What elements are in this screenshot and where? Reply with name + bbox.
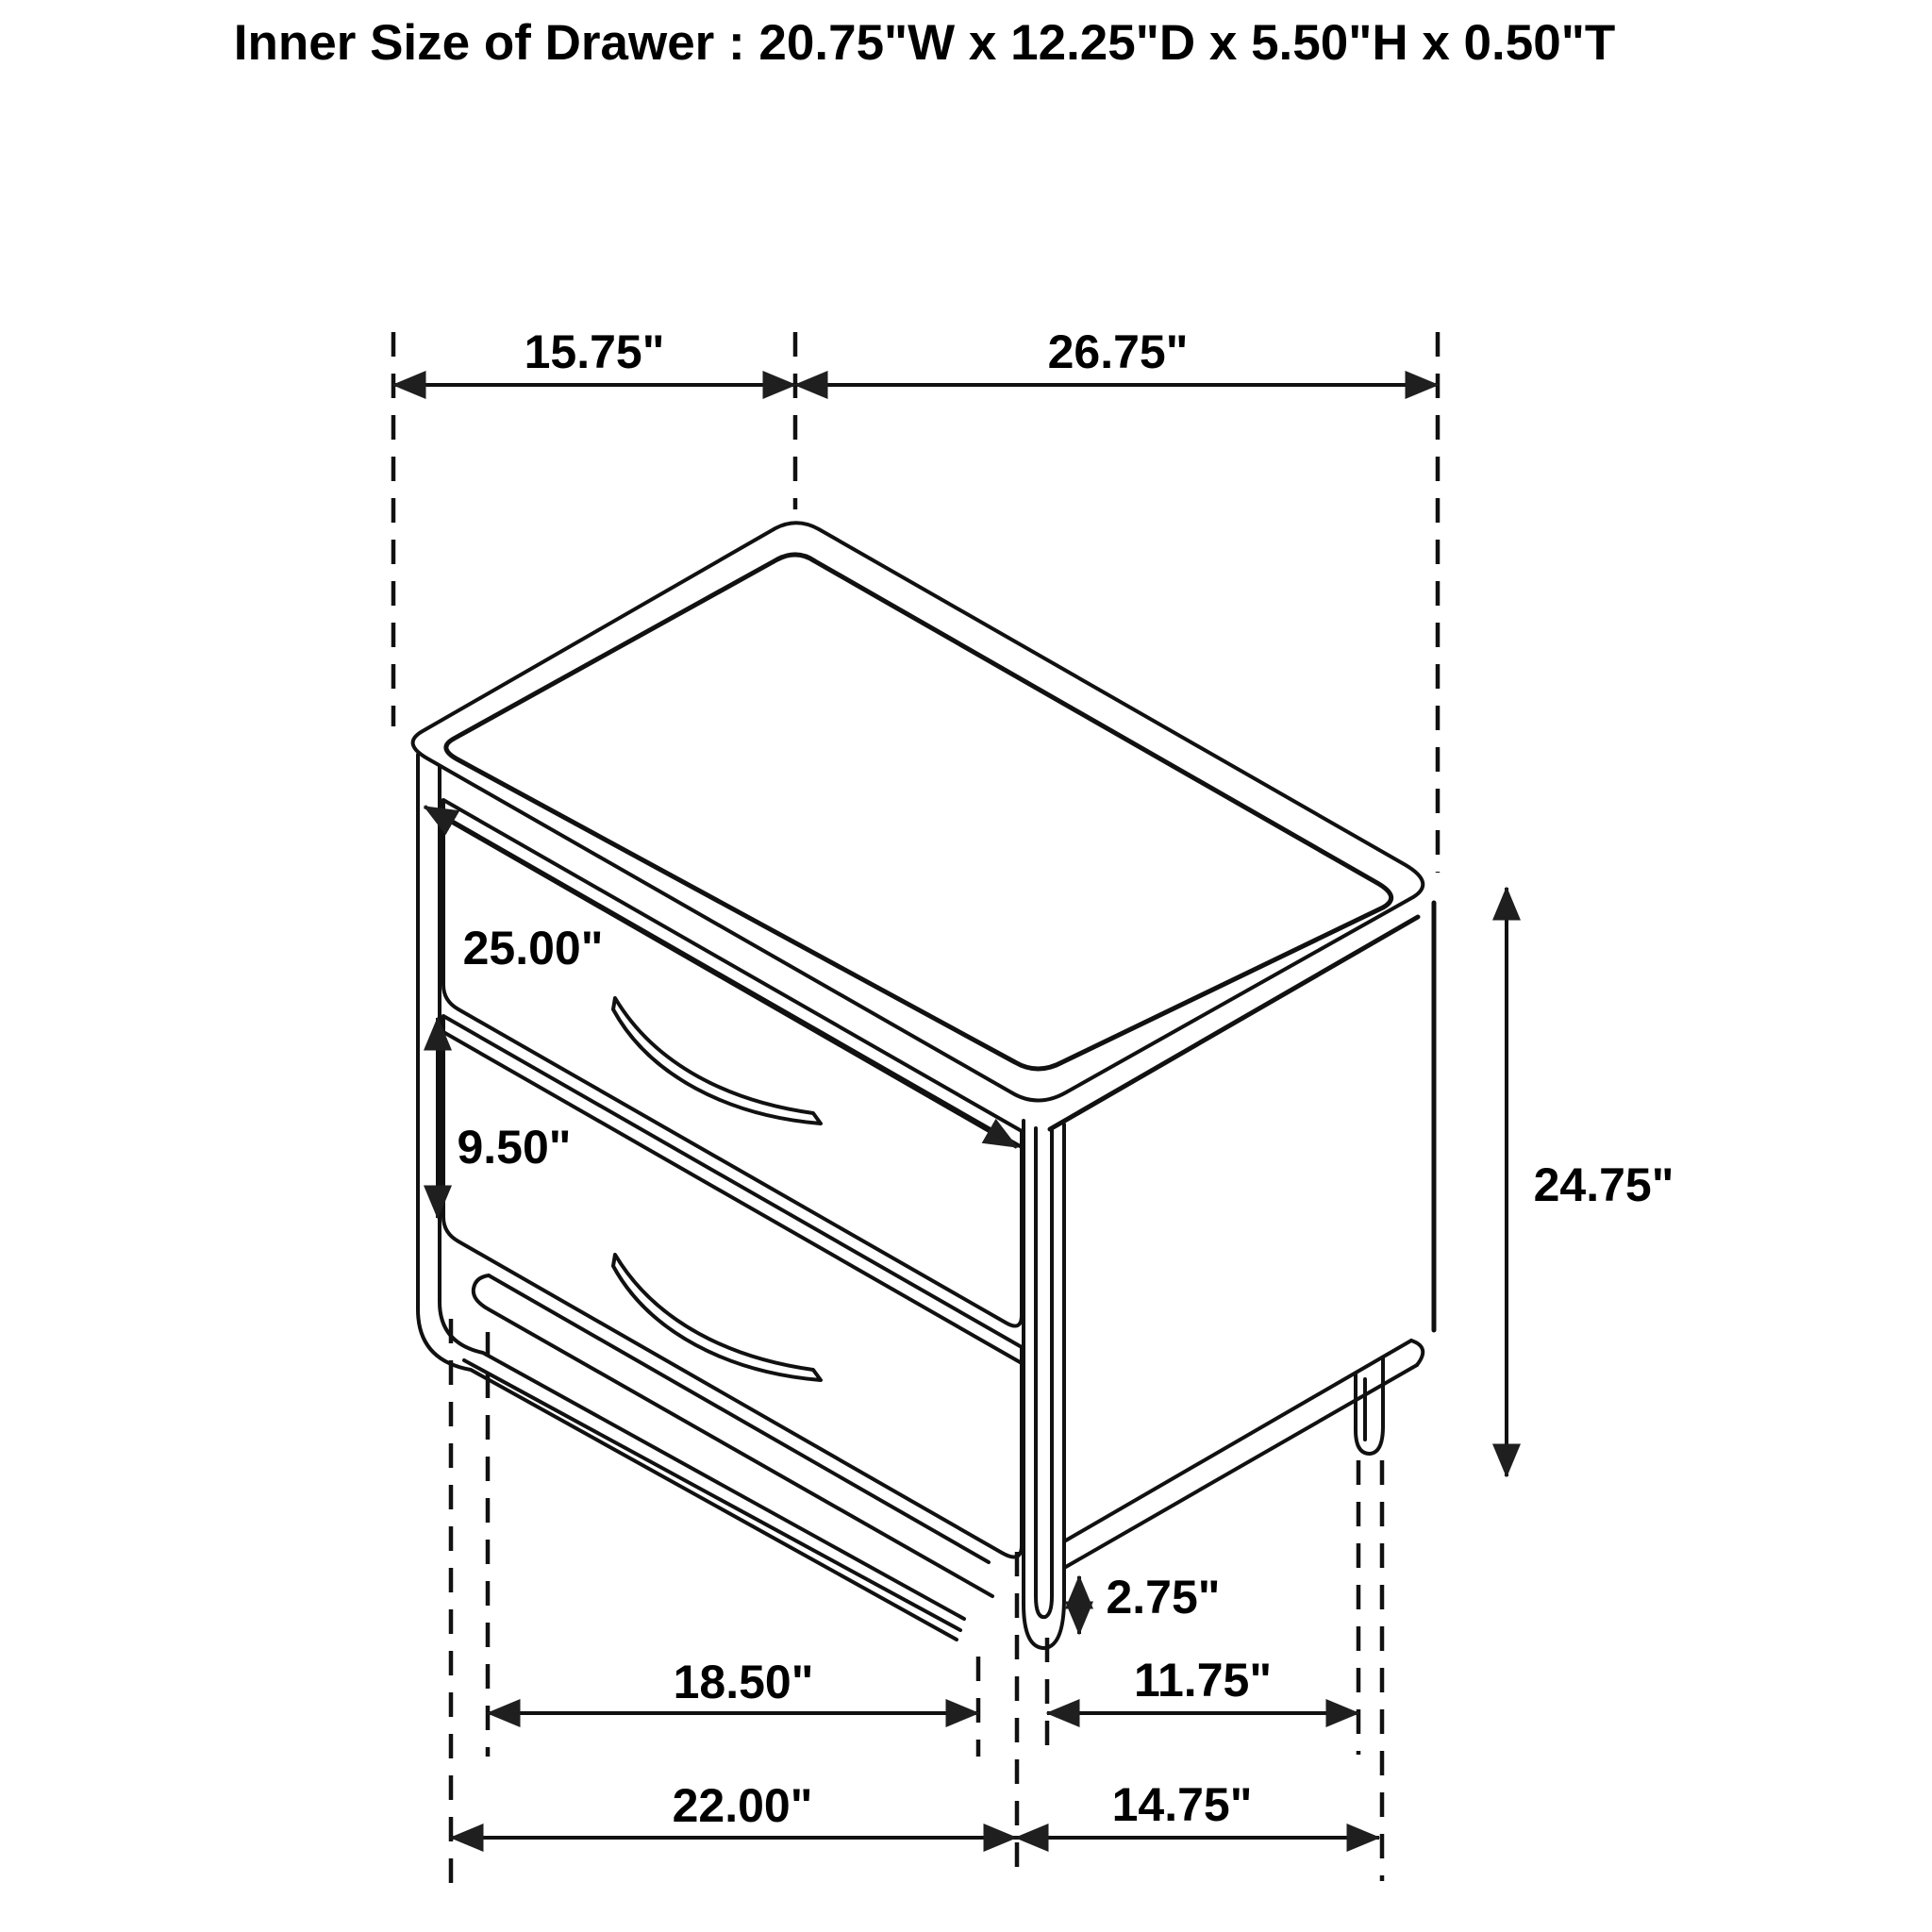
- front-left-edge-outer: [418, 755, 957, 1640]
- front-right-edge-outer: [1024, 1121, 1064, 1648]
- diagram-title: Inner Size of Drawer : 20.75"W x 12.25"D x 5.50"H x 0.50"T: [233, 15, 1616, 71]
- nightstand-drawing: [413, 523, 1434, 1648]
- label-drawer-height: 9.50": [457, 1121, 572, 1174]
- label-floor-front-width: 22.00": [672, 1779, 813, 1832]
- drawer-1-front: [443, 800, 1022, 1326]
- label-floor-side-depth: 14.75": [1111, 1778, 1253, 1831]
- label-base-side-depth: 11.75": [1133, 1654, 1273, 1707]
- label-overall-height: 24.75": [1533, 1158, 1674, 1211]
- label-top-left-width: 15.75": [524, 325, 665, 378]
- front-right-edge-inner: [1036, 1128, 1052, 1617]
- extension-lines: [393, 332, 1438, 1898]
- base-slot: [474, 1275, 992, 1596]
- side-bottom-band-cap: [1411, 1341, 1423, 1365]
- back-right-foot: [1356, 1358, 1383, 1454]
- label-drawer-width: 25.00": [462, 922, 604, 974]
- label-leg-height: 2.75": [1106, 1571, 1221, 1624]
- drawer-2-handle: [613, 1255, 821, 1380]
- top-face-outline: [413, 523, 1424, 1100]
- top-face-inner-band: [446, 555, 1391, 1069]
- label-top-right-depth: 26.75": [1047, 325, 1189, 378]
- label-base-front-width: 18.50": [673, 1656, 814, 1708]
- side-top-band: [1050, 917, 1418, 1129]
- base-rail-line: [464, 1360, 960, 1630]
